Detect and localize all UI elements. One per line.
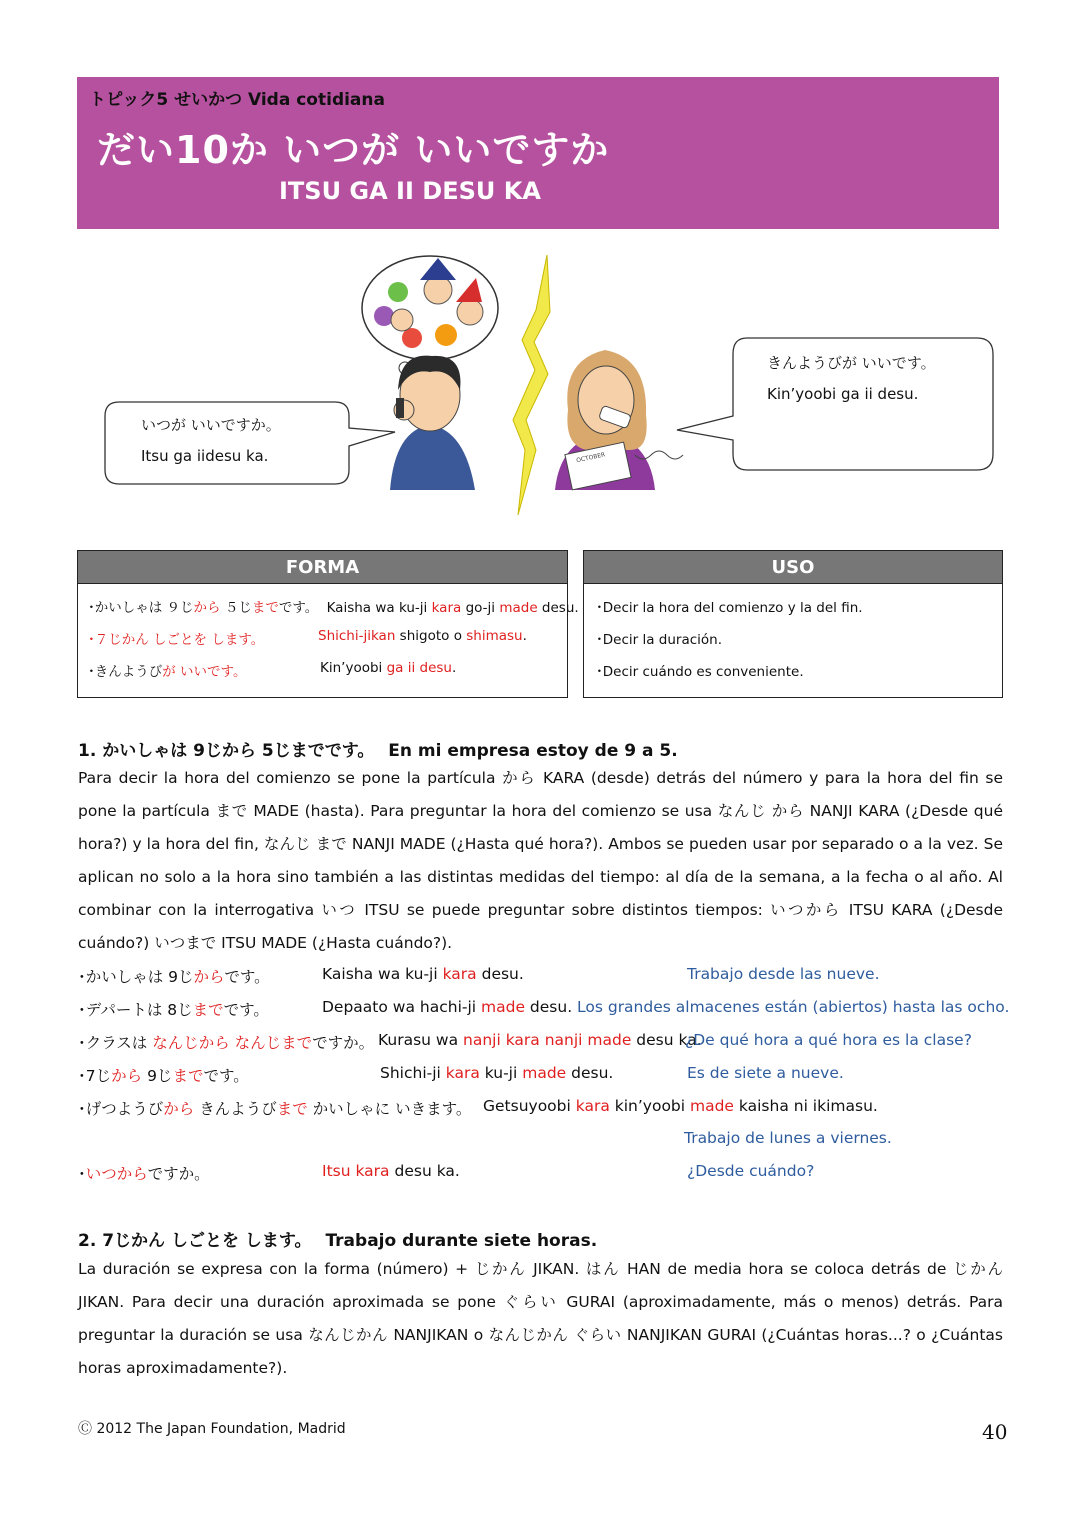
example-romaji: Depaato wa hachi-ji made desu. (322, 998, 573, 1016)
forma-jp-highlight: ･７じかん しごとを (88, 632, 212, 648)
forma-romaji: Kin’yoobi (320, 660, 387, 676)
forma-romaji-highlight: kara (431, 600, 462, 616)
right-bubble-romaji: Kin’yoobi ga ii desu. (767, 385, 919, 403)
forma-row (88, 660, 246, 680)
forma-jp: です。 (278, 600, 319, 616)
section-2-heading (78, 1226, 597, 1251)
example-romaji: Kaisha wa ku-ji kara desu. (322, 965, 524, 983)
example-romaji: Kurasu wa nanji kara nanji made desu ka. (378, 1031, 702, 1049)
uso-row: ･Decir cuándo es conveniente. (596, 664, 804, 680)
example-translation: Es de siete a nueve. (687, 1064, 844, 1082)
example-translation: Los grandes almacenes están (abiertos) hasta las ocho. (577, 998, 1010, 1016)
uso-title: USO (584, 551, 1002, 584)
example-jp: ･クラスは なんじから なんじまでですか。 (78, 1034, 375, 1052)
topic-label: トピック5 せいかつ Vida cotidiana (89, 90, 385, 110)
forma-romaji-highlight: Shichi-jikan (318, 628, 396, 644)
forma-row-romaji (320, 660, 456, 676)
lesson-header (77, 77, 999, 229)
phone-call-illustration (350, 250, 690, 520)
example-translation: ¿Desde cuándo? (687, 1162, 815, 1180)
forma-row-romaji (318, 628, 527, 644)
forma-jp: ５じ (220, 600, 252, 616)
forma-jp-highlight: まで (251, 600, 279, 616)
copyright: Ⓒ 2012 The Japan Foundation, Madrid (78, 1421, 346, 1437)
forma-romaji: . (451, 660, 457, 676)
example-jp: ･7じから 9じまでです。 (78, 1067, 249, 1085)
page-number: 40 (982, 1420, 1008, 1444)
forma-jp-highlight: から (193, 600, 221, 616)
uso-row: ･Decir la duración. (596, 632, 723, 648)
example-romaji: Shichi-ji kara ku-ji made desu. (380, 1064, 614, 1082)
forma-romaji-highlight: made (499, 600, 538, 616)
example-jp: ･げつようびから きんようびまで かいしゃに いきます。 (78, 1100, 472, 1118)
forma-row (88, 596, 579, 616)
example-jp: ･デパートは 8じまでです。 (78, 1001, 269, 1019)
example-translation: Trabajo desde las nueve. (687, 965, 880, 983)
left-bubble-japanese: いつが いいですか。 (141, 416, 281, 434)
lesson-title: だい10か いつが いいですか (97, 128, 610, 172)
forma-jp: ･かいしゃは ９じ (88, 600, 194, 616)
section-2-paragraph: La duración se expresa con la forma (número) + じかん JIKAN. はん HAN de media hora se coloca detrás de じかん JIKAN. Para decir una duración aproximada se pone ぐらい GURAI (aproximadamente, más o menos) detrás. Para preguntar la duración se usa なんじかん NANJIKAN o なんじかん ぐらい NANJIKAN GURAI (¿Cuántas horas...? o ¿Cuántas horas aproximadamente?). (78, 1260, 1003, 1377)
lesson-romaji: ITSU GA II DESU KA (279, 177, 541, 205)
section-1-heading-es: En mi empresa estoy de 9 a 5. (388, 741, 678, 761)
example-romaji: Getsuyoobi kara kin’yoobi made kaisha ni ikimasu. (483, 1097, 878, 1115)
section-2-heading-es: Trabajo durante siete horas. (325, 1231, 598, 1251)
forma-title: FORMA (78, 551, 567, 584)
forma-romaji: Kaisha wa ku-ji (326, 600, 432, 616)
example-romaji: Itsu kara desu ka. (322, 1162, 460, 1180)
forma-romaji: . (522, 628, 527, 644)
section-1-paragraph: Para decir la hora del comienzo se pone la partícula から KARA (desde) detrás del número y para la hora del fin se pone la partícula まで MADE (hasta). Para preguntar la hora del comienzo se usa なんじ から NANJI KARA (¿Desde qué hora?) y la hora del fin, なんじ まで NANJI MADE (¿Hasta qué hora?). Ambos se pueden usar por separado o a la vez. Se aplican no solo a la hora sino también a las distintas medidas del tiempo: al día de la semana, a la fecha o al año. Al combinar con la interrogativa いつ ITSU se puede preguntar sobre distintos tiempos: いつから ITSU KARA (¿Desde cuándo?) いつまで ITSU MADE (¿Hasta cuándo?). (78, 769, 1003, 952)
right-speech-bubble (677, 338, 993, 470)
section-1-heading-jp: 1. かいしゃは 9じから 5じまでです。 (78, 741, 375, 761)
forma-table (77, 550, 579, 698)
section-2-heading-jp: 2. 7じかん しごとを します。 (78, 1231, 312, 1251)
left-speech-bubble (105, 402, 395, 484)
section-1-heading (78, 736, 678, 761)
right-bubble-japanese: きんようびが いいです。 (767, 354, 936, 372)
forma-jp-highlight: します。 (211, 632, 265, 648)
forma-romaji-highlight: ga ii desu (386, 660, 452, 676)
uso-row: ･Decir la hora del comienzo y la del fin. (596, 600, 863, 616)
example-jp: ･いつからですか。 (78, 1165, 210, 1183)
example-jp: ･かいしゃは 9じからです。 (78, 968, 270, 986)
uso-table (583, 550, 1003, 698)
example-translation: ¿De qué hora a qué hora es la clase? (685, 1031, 972, 1049)
forma-row (88, 628, 264, 648)
forma-romaji-highlight: shimasu (466, 628, 523, 644)
forma-jp-highlight: が いいです。 (162, 664, 247, 680)
forma-romaji: shigoto o (395, 628, 467, 644)
forma-jp: ･きんようび (88, 664, 163, 680)
dialogue-illustration (350, 250, 690, 520)
forma-romaji: desu. (537, 600, 579, 616)
example-translation: Trabajo de lunes a viernes. (684, 1129, 892, 1147)
forma-romaji: go-ji (461, 600, 500, 616)
calendar-label: OCTOBER (575, 451, 606, 465)
left-bubble-romaji: Itsu ga iidesu ka. (141, 447, 269, 465)
